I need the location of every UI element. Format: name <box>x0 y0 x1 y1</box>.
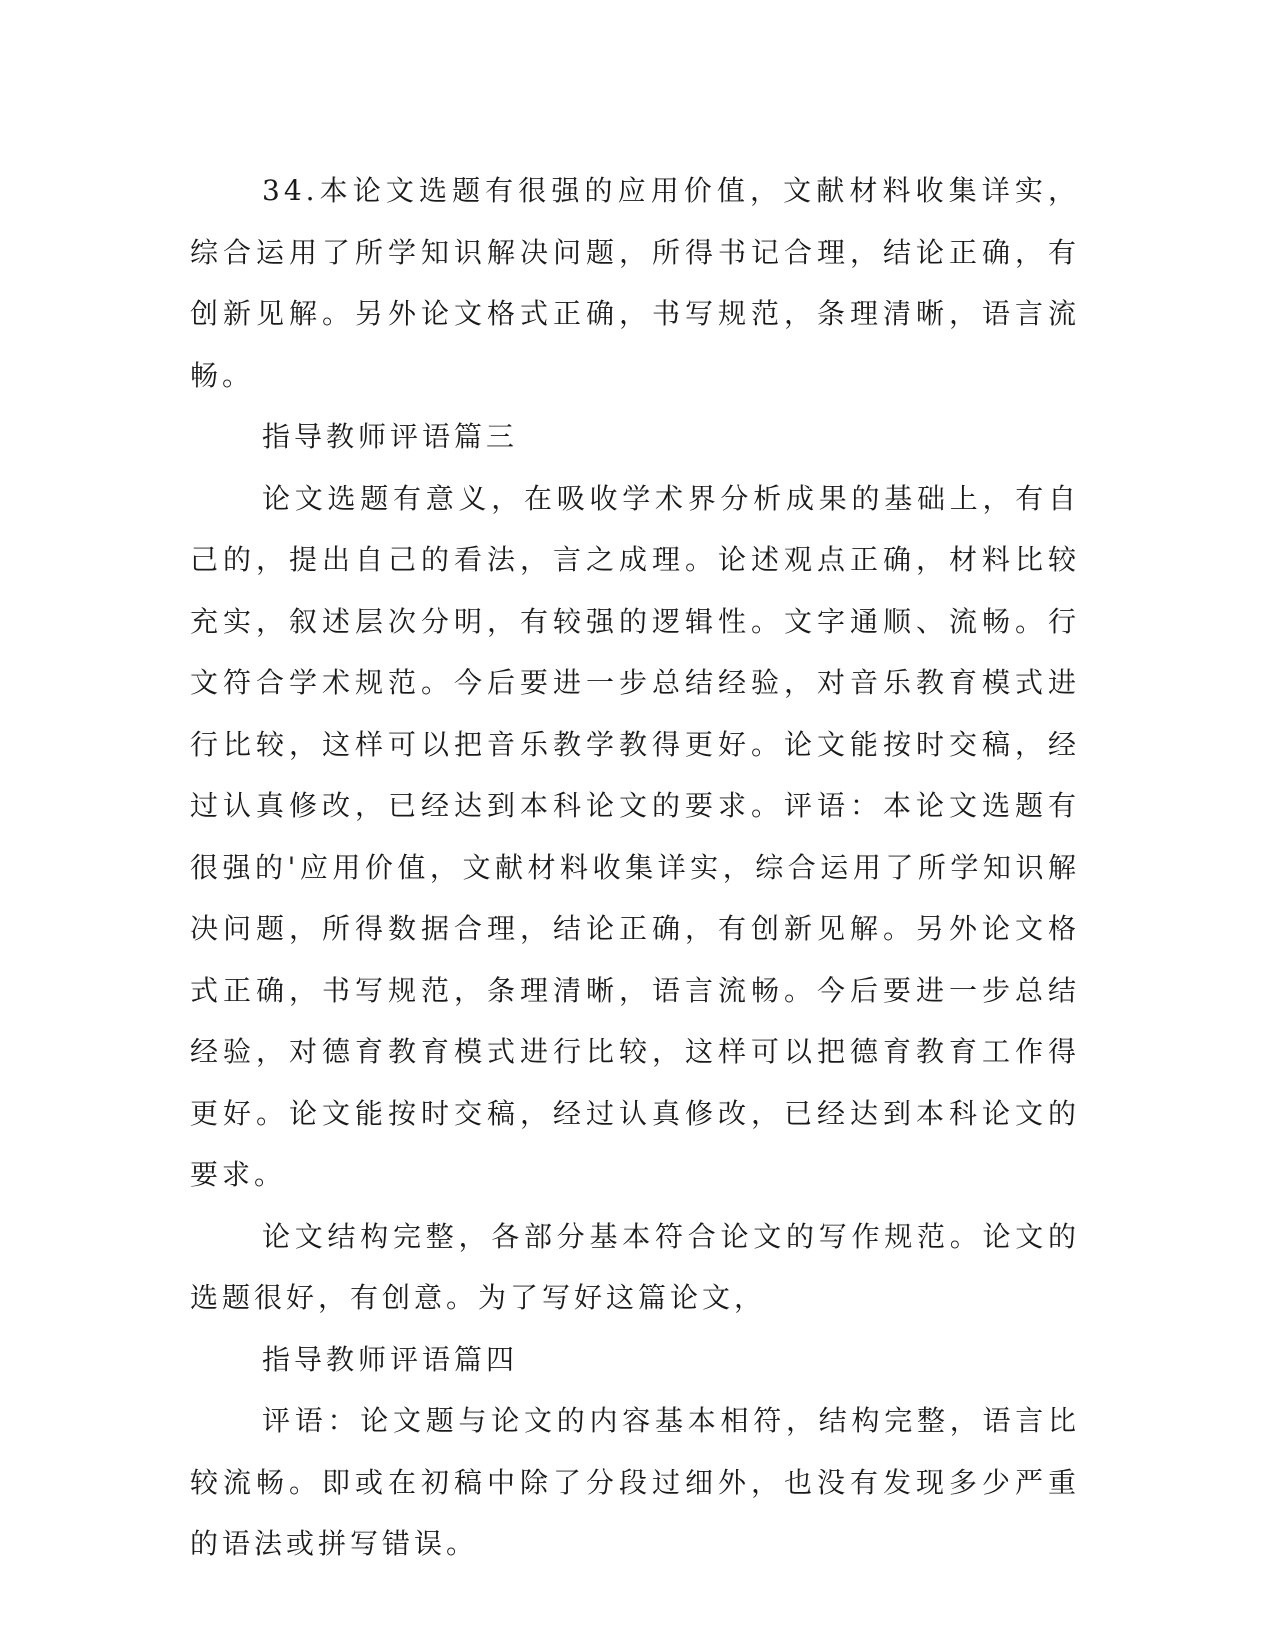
paragraph-comment-three: 论文选题有意义，在吸收学术界分析成果的基础上，有自己的，提出自己的看法，言之成理。论述观点正确，材料比较充实，叙述层次分明，有较强的逻辑性。文字通顺、流畅。行文符合学术规范。今后要进一步总结经验，对音乐教育模式进行比较，这样可以把音乐教学教得更好。论文能按时交稿，经过认真修改，已经达到本科论文的要求。评语：本论文选题有很强的'应用价值，文献材料收集详实，综合运用了所学知识解决问题，所得数据合理，结论正确，有创新见解。另外论文格式正确，书写规范，条理清晰，语言流畅。今后要进一步总结经验，对德育教育模式进行比较，这样可以把德育教育工作得更好。论文能按时交稿，经过认真修改，已经达到本科论文的要求。 <box>190 481 1080 1191</box>
paragraph-structure: 论文结构完整，各部分基本符合论文的写作规范。论文的选题很好，有创意。为了写好这篇论文， <box>190 1219 1080 1314</box>
document-body <box>190 160 1080 1575</box>
paragraph-comment-four: 评语：论文题与论文的内容基本相符，结构完整，语言比较流畅。即或在初稿中除了分段过细外，也没有发现多少严重的语法或拼写错误。 <box>190 1404 1080 1560</box>
section-heading-four: 指导教师评语篇四 <box>262 1342 519 1376</box>
section-heading-three: 指导教师评语篇三 <box>262 420 519 453</box>
paragraph-34: 34.本论文选题有很强的应用价值，文献材料收集详实，综合运用了所学知识解决问题，所得书记合理，结论正确，有创新见解。另外论文格式正确，书写规范，条理清晰，语言流畅。 <box>190 174 1080 392</box>
